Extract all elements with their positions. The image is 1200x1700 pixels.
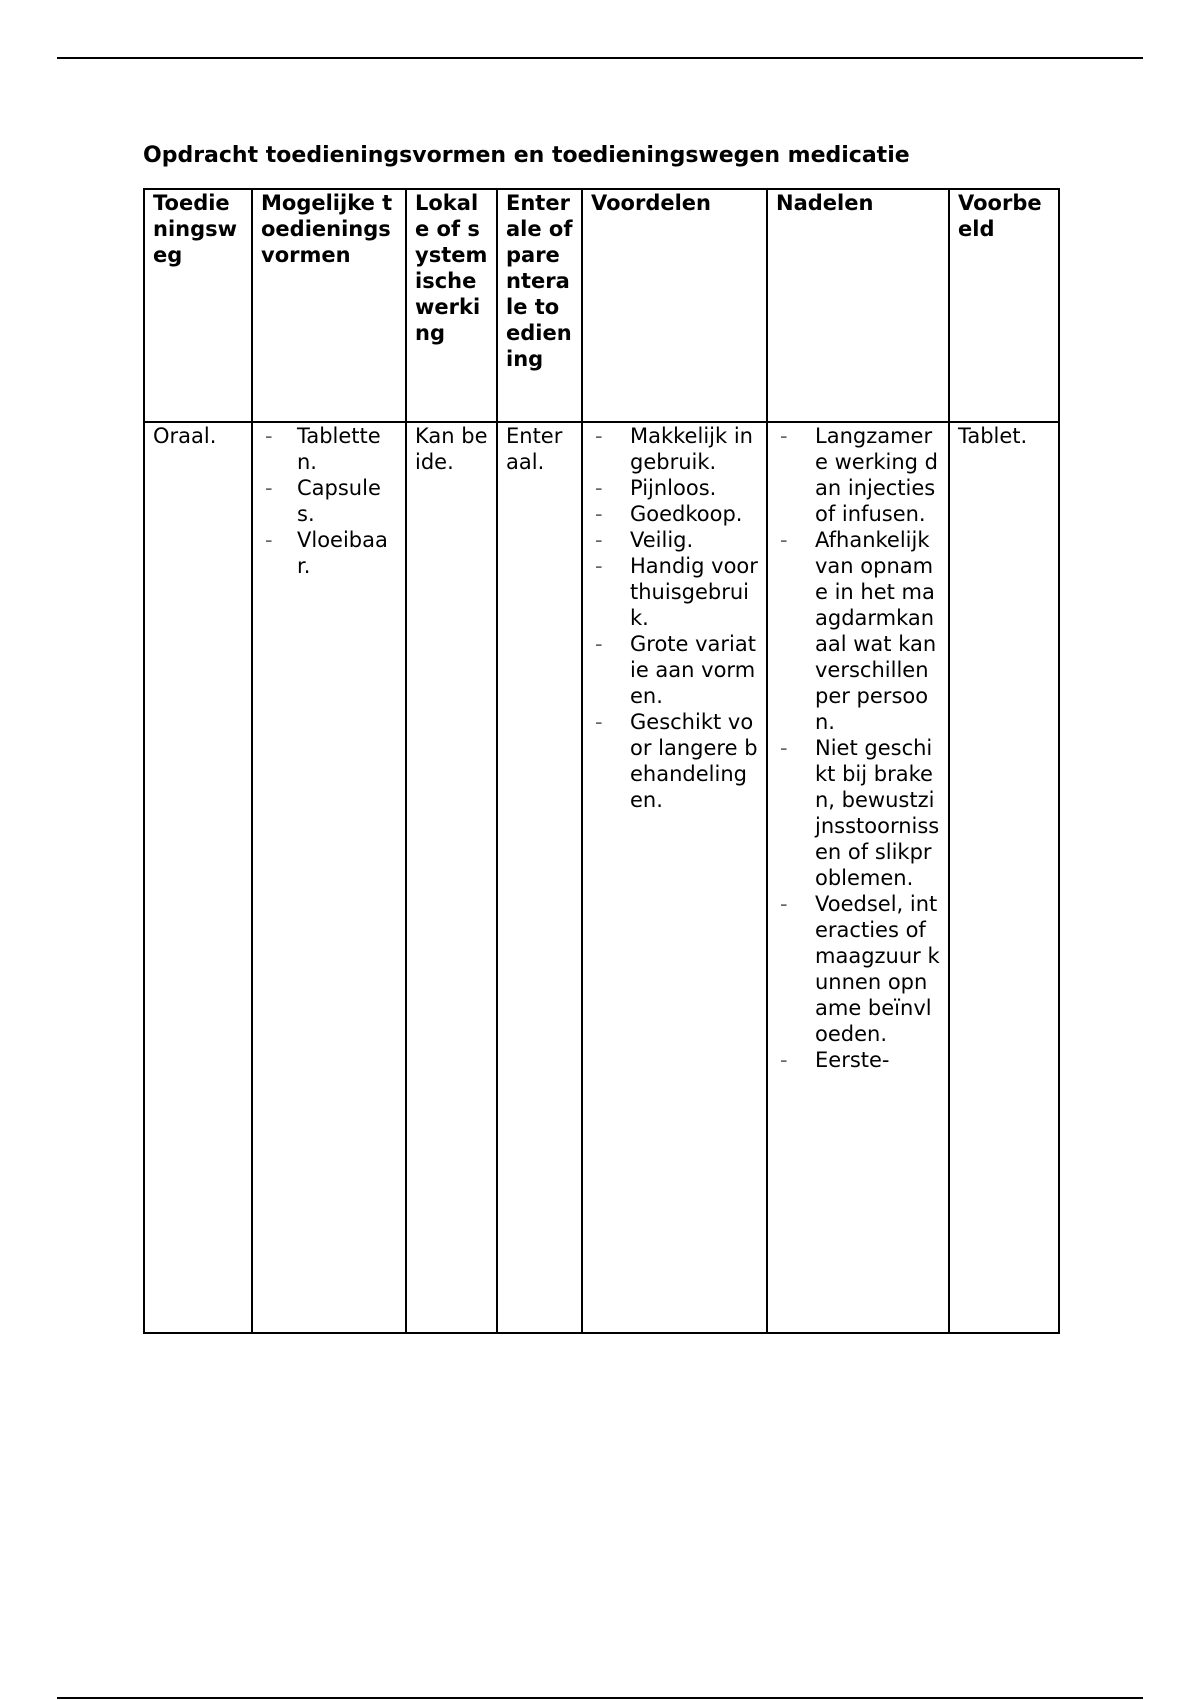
header-voordelen: Voordelen — [582, 189, 767, 422]
list-item: - Voedsel, interacties of maagzuur kunnen opname beïnvloeden. — [776, 891, 940, 1047]
cell-forms — [252, 422, 406, 1333]
footer-rule — [57, 1697, 1143, 1699]
list-item: - Capsules. — [261, 475, 397, 527]
advantages-list — [591, 423, 758, 813]
header-voorbeeld: Voorbeeld — [949, 189, 1059, 422]
header-toedieningsweg: Toedieningsweg — [144, 189, 252, 422]
medication-routes-table — [143, 188, 1060, 1334]
header-enteraal-parenteraal: Enterale of parenterale toediening — [497, 189, 582, 422]
list-item: - Veilig. — [591, 527, 758, 553]
list-item: - Makkelijk in gebruik. — [591, 423, 758, 475]
cell-effect: Kan beide. — [406, 422, 497, 1333]
header-toedieningsvormen: Mogelijke toedieningsvormen — [252, 189, 406, 422]
cell-route: Oraal. — [144, 422, 252, 1333]
disadvantages-list — [776, 423, 940, 1073]
document-title: Opdracht toedieningsvormen en toedieningswegen medicatie — [143, 143, 910, 168]
list-item: - Eerste- — [776, 1047, 940, 1073]
header-rule — [57, 57, 1143, 59]
list-item: - Tabletten. — [261, 423, 397, 475]
cell-enteral-parenteral: Enteraal. — [497, 422, 582, 1333]
header-werking: Lokale of systemische werking — [406, 189, 497, 422]
list-item: - Afhankelijk van opname in het maagdarmkanaal wat kan verschillen per persoon. — [776, 527, 940, 735]
list-item: - Grote variatie aan vormen. — [591, 631, 758, 709]
table-header-row — [144, 189, 1059, 422]
header-nadelen: Nadelen — [767, 189, 949, 422]
list-item: - Handig voor thuisgebruik. — [591, 553, 758, 631]
cell-advantages — [582, 422, 767, 1333]
forms-list — [261, 423, 397, 579]
list-item: - Vloeibaar. — [261, 527, 397, 579]
list-item: - Goedkoop. — [591, 501, 758, 527]
list-item: - Niet geschikt bij braken, bewustzijnsstoornissen of slikproblemen. — [776, 735, 940, 891]
list-item: - Pijnloos. — [591, 475, 758, 501]
cell-example: Tablet. — [949, 422, 1059, 1333]
list-item: - Langzamere werking dan injecties of infusen. — [776, 423, 940, 527]
table-row — [144, 422, 1059, 1333]
list-item: - Geschikt voor langere behandelingen. — [591, 709, 758, 813]
cell-disadvantages — [767, 422, 949, 1333]
